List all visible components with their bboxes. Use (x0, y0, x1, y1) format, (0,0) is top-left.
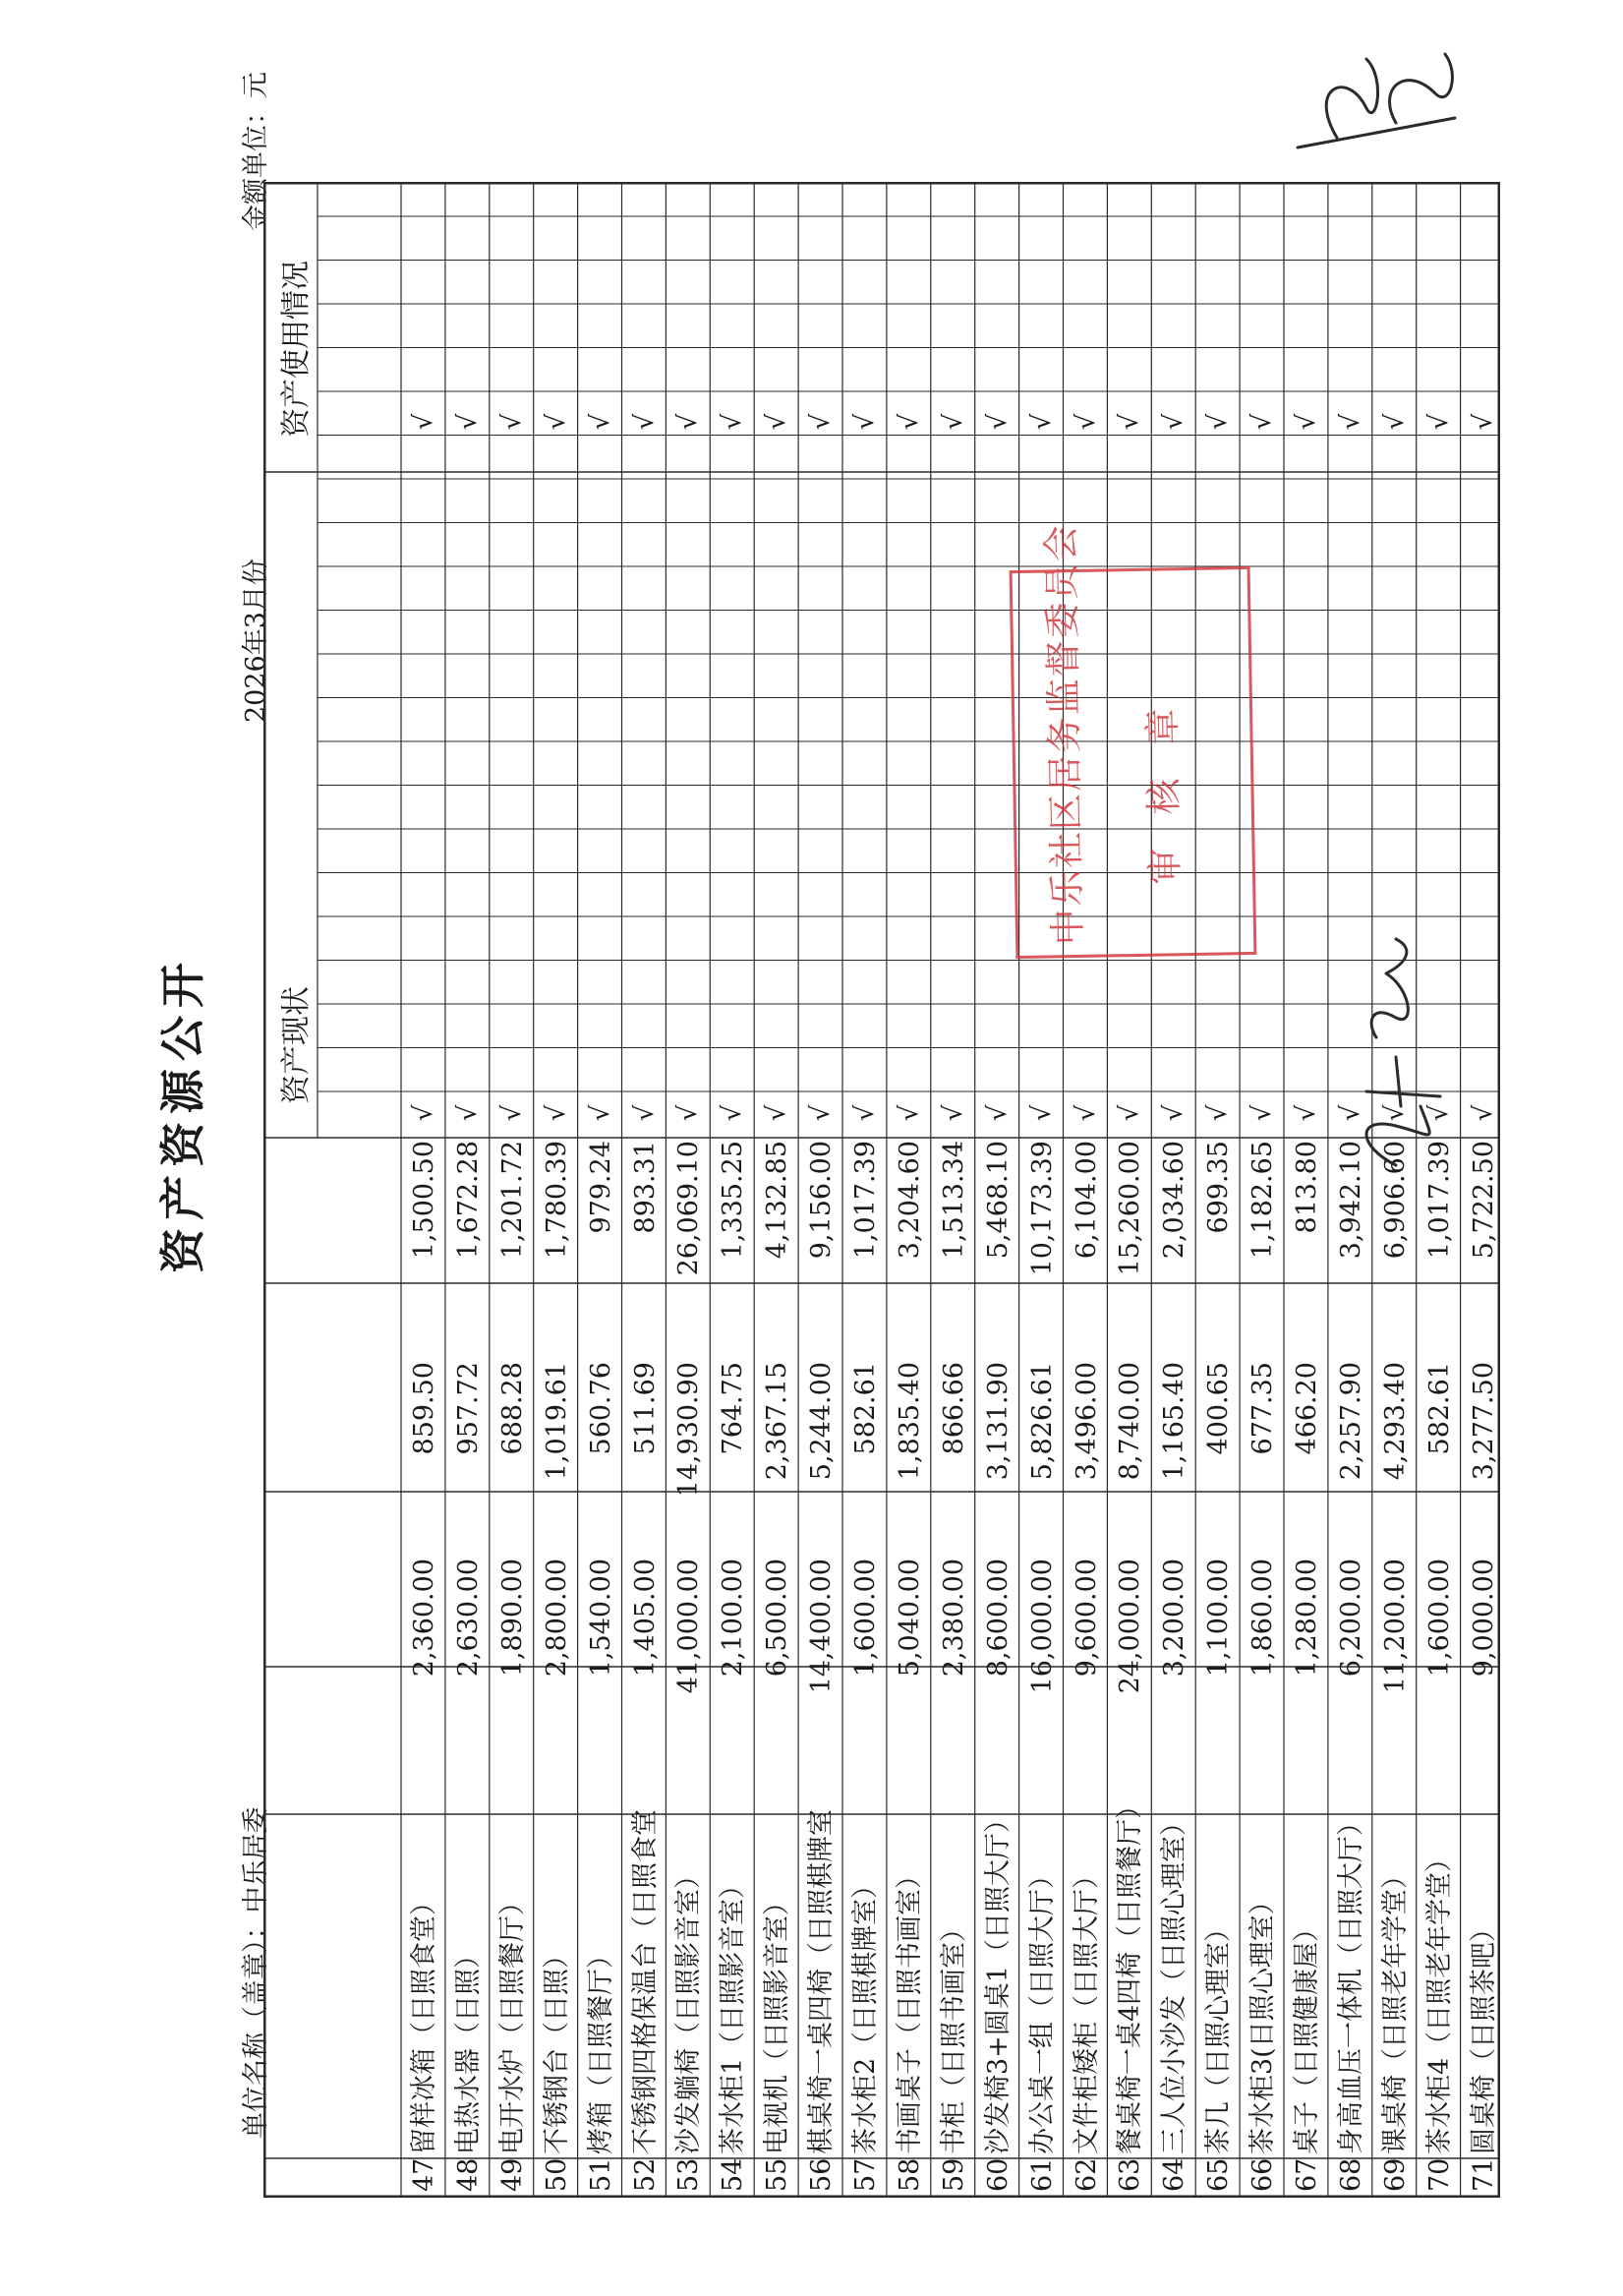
cell-name: 三人位小沙发（日照心理室） (1159, 1809, 1190, 2154)
period-label: 2026年3月份 (241, 559, 271, 723)
cell-no: 69 (1379, 2157, 1411, 2192)
cell-status: √ (409, 1104, 438, 1122)
cell-original: 1,540.00 (585, 1559, 616, 1678)
cell-status: √ (1423, 1104, 1454, 1122)
cell-net: 1,513.34 (938, 1141, 969, 1260)
cell-no: 49 (496, 2157, 528, 2192)
cell-depreciation: 1,835.40 (894, 1362, 925, 1481)
page-title: 资产资源公开 (156, 955, 209, 1273)
cell-status: √ (762, 1104, 792, 1122)
cell-original: 1,600.00 (850, 1559, 881, 1678)
cell-usage: √ (806, 413, 837, 431)
cell-usage: √ (452, 413, 483, 431)
cell-original: 24,000.00 (1115, 1559, 1146, 1694)
cell-original: 1,405.00 (629, 1559, 661, 1678)
cell-name: 茶水柜1（日照影音室） (718, 1871, 749, 2154)
cell-net: 6,104.00 (1071, 1141, 1102, 1260)
cell-net: 893.31 (629, 1141, 661, 1234)
cell-status: √ (806, 1104, 837, 1122)
cell-original: 1,890.00 (496, 1559, 528, 1678)
cell-no: 51 (585, 2157, 616, 2192)
cell-original: 1,600.00 (1423, 1559, 1455, 1678)
cell-name: 烤箱（日照餐厅） (585, 1942, 616, 2154)
cell-original: 1,100.00 (1203, 1559, 1235, 1678)
cell-no: 47 (409, 2157, 439, 2192)
cell-original: 41,000.00 (673, 1559, 705, 1694)
cell-original: 16,000.00 (1026, 1559, 1058, 1694)
cell-usage: √ (496, 413, 527, 431)
cell-original: 1,860.00 (1247, 1559, 1279, 1678)
cell-no: 67 (1292, 2157, 1322, 2192)
cell-net: 1,335.25 (718, 1141, 749, 1260)
cell-status: √ (452, 1104, 483, 1122)
cell-net: 813.80 (1292, 1141, 1322, 1234)
cell-name: 课桌椅（日照老年学堂） (1379, 1862, 1411, 2154)
cell-net: 979.24 (585, 1141, 616, 1234)
handwritten-signature-corner (1278, 39, 1484, 177)
cell-depreciation: 677.35 (1247, 1362, 1279, 1455)
cell-status: √ (673, 1104, 704, 1122)
cell-net: 5,722.50 (1468, 1141, 1499, 1260)
cell-name: 茶几（日照心理室） (1203, 1915, 1235, 2154)
cell-name: 棋桌椅一桌四椅（日照棋牌室 (806, 1809, 838, 2154)
cell-usage: √ (409, 413, 438, 431)
cell-depreciation: 3,496.00 (1071, 1362, 1102, 1481)
cell-usage: √ (585, 413, 615, 431)
cell-status: √ (894, 1104, 924, 1122)
cell-name: 身高血压一体机（日照大厅） (1335, 1809, 1366, 2154)
asset-table (263, 182, 1500, 2198)
cell-net: 3,204.60 (894, 1141, 925, 1260)
cell-no: 48 (452, 2157, 484, 2192)
cell-name: 书画桌子（日照书画室） (894, 1862, 925, 2154)
cell-no: 63 (1115, 2157, 1146, 2192)
cell-net: 1,500.50 (409, 1141, 439, 1260)
cell-status: √ (1292, 1104, 1321, 1122)
cell-original: 9,600.00 (1071, 1559, 1102, 1678)
cell-original: 11,200.00 (1379, 1559, 1411, 1694)
unit-name-label: 单位名称（盖章）：中乐居委 (241, 1806, 271, 2139)
cell-status: √ (1247, 1104, 1278, 1122)
cell-depreciation: 8,740.00 (1115, 1362, 1146, 1481)
cell-depreciation: 866.66 (938, 1362, 969, 1455)
cell-no: 57 (850, 2157, 881, 2192)
cell-status: √ (1115, 1104, 1145, 1122)
cell-usage: √ (1203, 413, 1234, 431)
cell-usage: √ (673, 413, 704, 431)
cell-no: 52 (629, 2157, 661, 2192)
cell-usage: √ (1335, 413, 1365, 431)
cell-depreciation: 560.76 (585, 1362, 616, 1455)
cell-depreciation: 4,293.40 (1379, 1362, 1411, 1481)
cell-usage: √ (1468, 413, 1498, 431)
cell-usage: √ (938, 413, 968, 431)
cell-name: 沙发椅3+圆桌1（日照大厅） (982, 1806, 1014, 2154)
cell-no: 53 (673, 2157, 705, 2192)
cell-status: √ (1071, 1104, 1101, 1122)
cell-net: 9,156.00 (806, 1141, 838, 1260)
cell-status: √ (1379, 1104, 1410, 1122)
cell-no: 60 (982, 2157, 1014, 2192)
cell-no: 65 (1203, 2157, 1235, 2192)
cell-net: 5,468.10 (982, 1141, 1014, 1260)
cell-no: 56 (806, 2157, 838, 2192)
cell-status: √ (938, 1104, 968, 1122)
cell-depreciation: 1,165.40 (1159, 1362, 1190, 1481)
cell-usage: √ (1026, 413, 1057, 431)
cell-original: 2,360.00 (409, 1559, 439, 1678)
cell-usage: √ (1379, 413, 1410, 431)
cell-original: 9,000.00 (1468, 1559, 1499, 1678)
cell-no: 59 (938, 2157, 969, 2192)
cell-status: √ (718, 1104, 748, 1122)
cell-depreciation: 859.50 (409, 1362, 439, 1455)
cell-net: 10,173.39 (1026, 1141, 1058, 1276)
cell-net: 4,132.85 (762, 1141, 793, 1260)
cell-net: 1,201.72 (496, 1141, 528, 1260)
cell-name: 茶水柜3(日照心理室） (1247, 1888, 1279, 2154)
cell-original: 2,630.00 (452, 1559, 484, 1678)
cell-status: √ (1159, 1104, 1189, 1122)
handwritten-signature-bottom (1327, 929, 1465, 1185)
cell-no: 71 (1468, 2157, 1499, 2192)
cell-status: √ (629, 1104, 660, 1122)
cell-net: 6,906.60 (1379, 1141, 1411, 1260)
cell-status: √ (850, 1104, 880, 1122)
cell-depreciation: 582.61 (1423, 1362, 1455, 1455)
cell-usage: √ (894, 413, 924, 431)
cell-name: 文件柜矮柜（日照大厅） (1071, 1862, 1102, 2154)
cell-name: 桌子（日照健康屋） (1292, 1915, 1322, 2154)
cell-status: √ (1203, 1104, 1234, 1122)
cell-depreciation: 764.75 (718, 1362, 749, 1455)
cell-depreciation: 5,244.00 (806, 1362, 838, 1481)
cell-depreciation: 2,367.15 (762, 1362, 793, 1481)
cell-original: 14,400.00 (806, 1559, 838, 1694)
currency-unit-label: 金额单位：元 (241, 72, 271, 231)
cell-no: 66 (1247, 2157, 1279, 2192)
cell-status: √ (1468, 1104, 1498, 1122)
cell-usage: √ (629, 413, 660, 431)
cell-original: 3,200.00 (1159, 1559, 1190, 1678)
cell-no: 64 (1159, 2157, 1190, 2192)
cell-status: √ (1335, 1104, 1365, 1122)
cell-status: √ (585, 1104, 615, 1122)
cell-no: 54 (718, 2157, 749, 2192)
cell-status: √ (541, 1104, 571, 1122)
cell-depreciation: 511.69 (629, 1362, 661, 1455)
cell-name: 沙发躺椅（日照影音室） (673, 1862, 705, 2154)
cell-depreciation: 957.72 (452, 1362, 484, 1455)
cell-depreciation: 2,257.90 (1335, 1362, 1366, 1481)
cell-name: 茶水柜4（日照老年学堂） (1423, 1845, 1455, 2154)
cell-name: 不锈钢台（日照） (541, 1942, 572, 2154)
cell-net: 1,017.39 (850, 1141, 881, 1260)
cell-original: 2,100.00 (718, 1559, 749, 1678)
cell-name: 办公桌一组（日照大厅） (1026, 1862, 1058, 2154)
cell-name: 茶水柜2（日照棋牌室） (850, 1871, 881, 2154)
cell-usage: √ (982, 413, 1013, 431)
cell-net: 1,672.28 (452, 1141, 484, 1260)
cell-usage: √ (1247, 413, 1278, 431)
cell-usage: √ (1423, 413, 1454, 431)
cell-name: 圆桌椅（日照茶吧） (1468, 1915, 1499, 2154)
cell-no: 58 (894, 2157, 925, 2192)
cell-depreciation: 582.61 (850, 1362, 881, 1455)
cell-depreciation: 400.65 (1203, 1362, 1235, 1455)
cell-net: 26,069.10 (673, 1141, 705, 1276)
cell-original: 8,600.00 (982, 1559, 1014, 1678)
cell-net: 699.35 (1203, 1141, 1235, 1234)
cell-name: 电热水器（日照） (452, 1942, 484, 2154)
header-asset-usage: 资产使用情况 (279, 261, 314, 438)
cell-status: √ (1026, 1104, 1057, 1122)
cell-usage: √ (541, 413, 571, 431)
cell-net: 2,034.60 (1159, 1141, 1190, 1260)
cell-no: 55 (762, 2157, 793, 2192)
cell-original: 2,800.00 (541, 1559, 572, 1678)
cell-original: 2,380.00 (938, 1559, 969, 1678)
cell-usage: √ (1292, 413, 1321, 431)
cell-original: 1,280.00 (1292, 1559, 1322, 1678)
cell-name: 电开水炉（日照餐厅） (496, 1889, 528, 2154)
cell-original: 6,200.00 (1335, 1559, 1366, 1678)
cell-net: 1,780.39 (541, 1141, 572, 1260)
cell-name: 书柜（日照书画室） (938, 1915, 969, 2154)
stamp-line-2: 审核章 (1140, 675, 1188, 885)
cell-depreciation: 5,826.61 (1026, 1362, 1058, 1481)
cell-no: 62 (1071, 2157, 1102, 2192)
cell-usage: √ (1159, 413, 1189, 431)
cell-net: 1,017.39 (1423, 1141, 1455, 1260)
cell-no: 61 (1026, 2157, 1058, 2192)
cell-net: 15,260.00 (1115, 1141, 1146, 1276)
stamp-line-1: 中乐社区居务监督委员会 (1039, 522, 1090, 946)
cell-usage: √ (1071, 413, 1101, 431)
cell-original: 5,040.00 (894, 1559, 925, 1678)
cell-status: √ (982, 1104, 1013, 1122)
cell-depreciation: 688.28 (496, 1362, 528, 1455)
cell-status: √ (496, 1104, 527, 1122)
cell-usage: √ (1115, 413, 1145, 431)
cell-no: 70 (1423, 2157, 1455, 2192)
cell-no: 68 (1335, 2157, 1366, 2192)
cell-name: 餐桌椅一桌4四椅（日照餐厅） (1115, 1792, 1146, 2154)
cell-name: 电视机（日照影音室） (762, 1889, 793, 2154)
cell-name: 不锈钢四格保温台（日照食堂 (629, 1809, 661, 2154)
cell-original: 6,500.00 (762, 1559, 793, 1678)
header-asset-status: 资产现状 (279, 986, 314, 1104)
cell-usage: √ (762, 413, 792, 431)
cell-net: 3,942.10 (1335, 1141, 1366, 1260)
cell-depreciation: 1,019.61 (541, 1362, 572, 1481)
cell-no: 50 (541, 2157, 572, 2192)
cell-usage: √ (718, 413, 748, 431)
cell-depreciation: 466.20 (1292, 1362, 1322, 1455)
cell-usage: √ (850, 413, 880, 431)
cell-depreciation: 14,930.90 (673, 1362, 705, 1498)
review-stamp (1010, 522, 1257, 959)
cell-name: 留样冰箱（日照食堂） (409, 1889, 439, 2154)
cell-depreciation: 3,277.50 (1468, 1362, 1499, 1481)
cell-net: 1,182.65 (1247, 1141, 1279, 1260)
cell-depreciation: 3,131.90 (982, 1362, 1014, 1481)
